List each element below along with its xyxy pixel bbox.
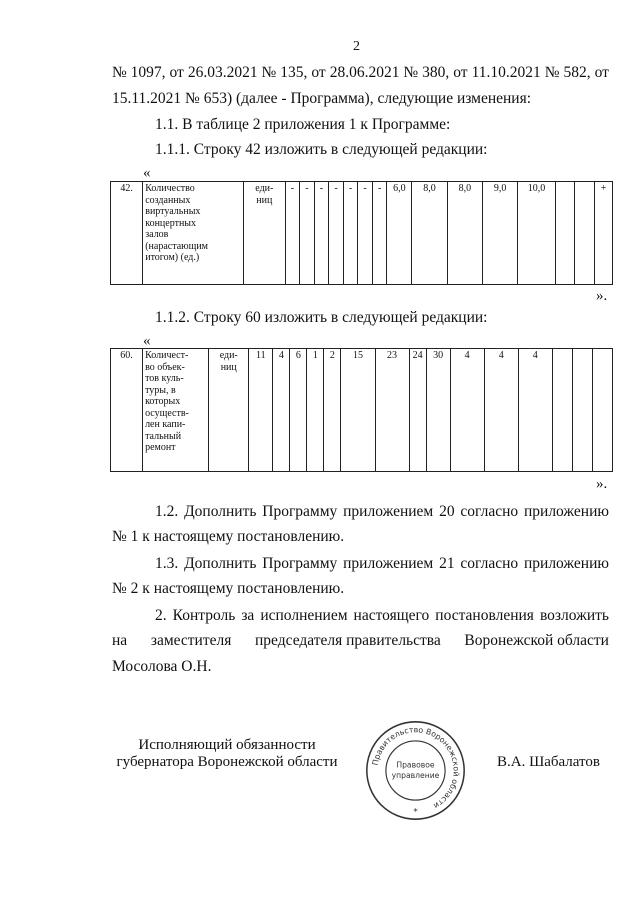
legal-department-stamp <box>363 718 468 823</box>
value-cell: 23 <box>375 349 409 472</box>
word: Контроль <box>172 607 236 624</box>
word: возложить <box>539 607 609 624</box>
word: настоящего <box>353 607 430 624</box>
word: за <box>241 607 255 624</box>
word: на <box>112 632 128 649</box>
name-line: Количест- <box>145 350 189 361</box>
value-cell: 1 <box>307 349 324 472</box>
word: 28.06.2021 <box>329 64 400 81</box>
name-line: тальный <box>145 430 182 442</box>
word: 380, <box>422 64 450 81</box>
word: № <box>403 64 419 81</box>
item-2-line-2 <box>112 630 609 652</box>
word: согласно <box>460 555 519 572</box>
value-cell <box>592 349 612 472</box>
signatory-title-line: губернатора Воронежской области <box>116 754 338 770</box>
word: от <box>594 64 609 81</box>
value-cell: - <box>300 182 315 285</box>
value-cell: - <box>343 182 358 285</box>
word: 582, <box>563 64 591 81</box>
name-line: залов <box>145 229 169 240</box>
value-cell: - <box>314 182 329 285</box>
word: постановления <box>435 607 534 624</box>
row-number: 60. <box>111 349 143 472</box>
quote-open-1: « <box>143 165 151 181</box>
word: от <box>311 64 326 81</box>
word: 26.03.2021 <box>187 64 258 81</box>
unit-line: еди- <box>219 350 238 361</box>
signatory-title-line: Исполняющий обязанности <box>138 737 316 753</box>
word: Дополнить <box>184 503 257 520</box>
unit-line: ниц <box>220 361 237 373</box>
unit <box>209 349 249 472</box>
name-line: осуществ- <box>145 407 189 419</box>
word: № 1097, <box>112 64 166 81</box>
item-1-2-cont: № 1 к настоящему постановлению. <box>112 528 345 545</box>
word: от <box>169 64 184 81</box>
value-cell: 10,0 <box>518 182 555 285</box>
word: приложению <box>523 555 609 572</box>
word: 1.2. <box>155 503 179 520</box>
row-number: 42. <box>111 182 143 285</box>
name-line: которых <box>145 396 181 407</box>
name-line: лен капи- <box>145 419 186 430</box>
value-cell: + <box>595 182 613 285</box>
word: от <box>453 64 468 81</box>
stamp-ring-text: Правительство Воронежской области <box>370 725 461 811</box>
name-line: ремонт <box>145 442 176 453</box>
quote-close-1: ». <box>596 288 608 304</box>
table-row-60 <box>110 348 613 472</box>
unit-line: ниц <box>256 194 273 206</box>
value-cell <box>552 349 572 472</box>
word: приложению <box>523 503 609 520</box>
value-cell: 4 <box>484 349 518 472</box>
value-cell: 8,0 <box>447 182 482 285</box>
value-cell: - <box>372 182 387 285</box>
value-cell <box>555 182 575 285</box>
word: № <box>261 64 277 81</box>
value-cell: 4 <box>450 349 484 472</box>
value-cell: 4 <box>273 349 290 472</box>
indicator-name <box>143 182 244 285</box>
indicator-name <box>143 349 209 472</box>
name-line: (нарастающим <box>145 240 208 252</box>
stamp-center-line: управление <box>391 771 440 781</box>
name-line: концертных <box>145 217 197 229</box>
item-1-1-2: 1.1.2. Строку 60 изложить в следующей редакции: <box>155 309 488 326</box>
value-cell: - <box>329 182 344 285</box>
value-cell <box>575 182 595 285</box>
item-1-1-1: 1.1.1. Строку 42 изложить в следующей редакции: <box>155 141 488 158</box>
value-cell <box>572 349 592 472</box>
word: 21 <box>439 555 455 572</box>
signatory-title <box>112 737 342 771</box>
item-2 <box>155 605 609 627</box>
name-line: во объек- <box>145 361 185 373</box>
word: 11.10.2021 <box>471 64 541 81</box>
unit-line: еди- <box>255 183 274 194</box>
item-1-1: 1.1. В таблице 2 приложения 1 к Программе: <box>155 116 451 133</box>
intro-line-2: 15.11.2021 № 653) (далее - Программа), следующие изменения: <box>112 90 532 107</box>
name-line: туры, в <box>145 384 176 396</box>
table-row <box>111 349 613 472</box>
value-cell: 11 <box>249 349 273 472</box>
word: Программу <box>262 555 338 572</box>
word: исполнением <box>260 607 348 624</box>
quote-open-2: « <box>143 333 151 349</box>
value-cell: 15 <box>341 349 375 472</box>
value-cell: 30 <box>426 349 450 472</box>
word: Программу <box>262 503 338 520</box>
word: приложением <box>343 555 434 572</box>
word: приложением <box>343 503 434 520</box>
item-2-line-3: Мосолова О.Н. <box>112 658 212 675</box>
stamp-center-line: Правовое <box>396 760 435 770</box>
name-line: созданных <box>145 194 191 206</box>
signatory-name: В.А. Шабалатов <box>497 754 600 770</box>
value-cell: - <box>285 182 300 285</box>
word: № <box>544 64 560 81</box>
word: 135, <box>280 64 308 81</box>
unit <box>244 182 286 285</box>
word: 1.3. <box>155 555 179 572</box>
value-cell: - <box>358 182 373 285</box>
word: заместителя <box>150 632 232 649</box>
word: Дополнить <box>184 555 257 572</box>
word: Воронежской области <box>464 632 609 649</box>
name-line: виртуальных <box>145 206 201 217</box>
name-line: Количество <box>145 183 195 194</box>
word: 20 <box>439 503 455 520</box>
value-cell: 4 <box>518 349 552 472</box>
word: председателя правительства <box>255 632 441 649</box>
intro-line-1 <box>112 62 609 84</box>
table-row <box>111 182 613 285</box>
item-1-3-cont: № 2 к настоящему постановлению. <box>112 580 345 597</box>
quote-close-2: ». <box>596 476 608 492</box>
value-cell: 9,0 <box>483 182 518 285</box>
page-number: 2 <box>353 39 360 54</box>
name-line: итогом) (ед.) <box>145 252 200 263</box>
value-cell: 6,0 <box>387 182 412 285</box>
word: 2. <box>155 607 167 624</box>
name-line: тов куль- <box>145 373 184 384</box>
word: согласно <box>460 503 519 520</box>
stamp-star: * <box>413 807 418 818</box>
value-cell: 2 <box>324 349 341 472</box>
value-cell: 6 <box>290 349 307 472</box>
item-1-3 <box>155 553 609 575</box>
value-cell: 8,0 <box>412 182 447 285</box>
item-1-2 <box>155 501 609 523</box>
table-row-42 <box>110 181 613 285</box>
value-cell: 24 <box>409 349 426 472</box>
